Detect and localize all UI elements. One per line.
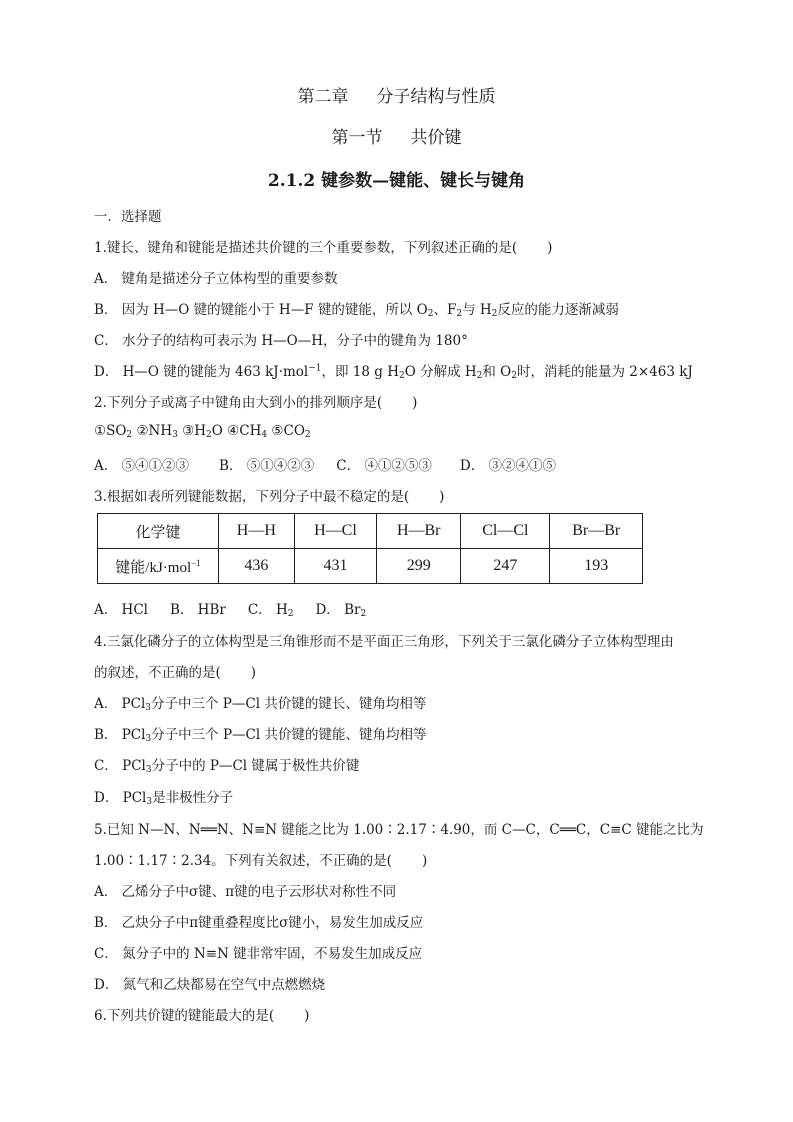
bond-energy-table — [97, 513, 643, 584]
q1-option-c: C． 水分子的结构可表示为 H—O—H，分子中的键角为 180° — [94, 333, 468, 349]
q1-option-a: A． 键角是描述分子立体构型的重要参数 — [94, 271, 338, 287]
table-row — [98, 514, 643, 549]
table-cell: 436 — [219, 549, 295, 584]
section-number: 第一节 — [331, 128, 383, 148]
q2-species-list: $①SO_2$ $②NH_3$ $③H_2O$ $④CH_4$ $⑤CO_2$ — [94, 423, 311, 440]
table-cell: Br—Br — [550, 514, 643, 549]
q2-option-b: B． ⑤①④②③ — [219, 458, 315, 474]
q2-option-c: C． ④①②⑤③ — [336, 458, 432, 474]
q3-options: A． HCl B． HBr C． $H_2$ D． $Br_2$ — [94, 602, 367, 619]
table-cell: Cl—Cl — [461, 514, 550, 549]
table-cell: H—Cl — [294, 514, 376, 549]
q4-stem-line2: 的叙述，不正确的是( ) — [94, 665, 257, 681]
table-header-cell: 化学键 — [98, 514, 219, 549]
table-cell: 299 — [377, 549, 461, 584]
table-cell: 247 — [461, 549, 550, 584]
q5-stem-line2: 1.00∶1.17∶2.34。下列有关叙述，不正确的是( ) — [94, 853, 428, 869]
table-cell: 431 — [294, 549, 376, 584]
q6-stem: 6.下列共价键的键能最大的是( ) — [94, 1008, 310, 1024]
table-cell: 193 — [550, 549, 643, 584]
q4-option-c: C． PCl$_3$分子中的 P—Cl 键属于极性共价键 — [94, 758, 360, 775]
chapter-number: 第二章 — [297, 87, 349, 107]
q4-option-d: D． PCl$_3$是非极性分子 — [94, 790, 234, 807]
q2-options — [94, 454, 556, 474]
q3-option-c: C． H — [247, 602, 288, 618]
table-header-cell: 键能/kJ·mol$^{-1}$ — [98, 549, 219, 584]
lesson-subtitle: 2.1.2 键参数—键能、键长与键角 — [267, 171, 526, 191]
q4-option-b: B． PCl$_3$分子中三个 P—Cl 共价键的键能、键角均相等 — [94, 727, 427, 744]
q4-option-a: A． PCl$_3$分子中三个 P—Cl 共价键的键长、键角均相等 — [94, 696, 427, 713]
table-cell: H—H — [219, 514, 295, 549]
q3-option-a: A． HCl — [94, 602, 148, 618]
q4-stem-line1: 4.三氯化磷分子的立体构型是三角锥形而不是平面正三角形，下列关于三氯化磷分子立体构型理由 — [94, 634, 674, 650]
q1-stem: 1.键长、键角和键能是描述共价键的三个重要参数，下列叙述正确的是( ) — [94, 240, 553, 256]
q5-stem-line1: 5.已知 N—N、N══N、N≡N 键能之比为 1.00∶2.17∶4.90，而 C—C，C══C，C≡C 键能之比为 — [94, 822, 704, 838]
q2-option-d: D． ③②④①⑤ — [459, 458, 557, 474]
section-heading — [0, 123, 793, 148]
section-title: 共价键 — [410, 128, 462, 148]
chapter-title: 分子结构与性质 — [376, 87, 496, 107]
q1-option-b: B． 因为 H—O 键的键能小于 H—F 键的键能，所以 $O_2$、$F_2$与 $H_2$反应的能力逐渐减弱 — [94, 302, 619, 319]
q1-option-d: D． H—O 键的键能为 463 kJ·mol$^{-1}$，即 18 g $H_2O$ 分解成 $H_2$和 $O_2$时，消耗的能量为 2×463 kJ — [94, 363, 693, 381]
q5-option-c: C． 氮分子中的 N≡N 键非常牢固，不易发生加成反应 — [94, 946, 423, 962]
q3-option-b: B． HBr — [169, 602, 226, 618]
part-heading: 一．选择题 — [94, 209, 162, 225]
table-cell: H—Br — [377, 514, 461, 549]
q2-option-a: A． ⑤④①②③ — [94, 458, 190, 474]
q5-option-b: B． 乙炔分子中π键重叠程度比σ键小，易发生加成反应 — [94, 915, 424, 931]
table-row — [98, 549, 643, 584]
chapter-heading — [0, 82, 793, 107]
q5-option-a: A． 乙烯分子中σ键、π键的电子云形状对称性不同 — [94, 884, 397, 900]
q3-option-d: D． Br — [315, 602, 361, 618]
q3-stem: 3.根据如表所列键能数据，下列分子中最不稳定的是( ) — [94, 489, 445, 505]
q5-option-d: D． 氮气和乙炔都易在空气中点燃燃烧 — [94, 977, 326, 993]
q2-stem: 2.下列分子或离子中键角由大到小的排列顺序是( ) — [94, 395, 418, 411]
